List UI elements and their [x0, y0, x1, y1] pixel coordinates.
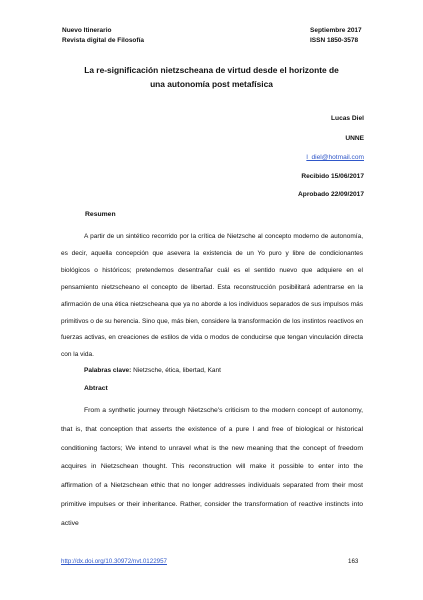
journal-name: Nuevo Itinerario: [62, 27, 112, 34]
resumen-paragraph: A partir de un sintético recorrido por la crítica de Nietzsche al concepto moderno de autonomía, es decir, aquella concepción que asevera la existencia de un Yo puro y libre de condicionantes biológicos o históricos; pretendemos desentrañar cuál es el sentido nuevo que adquiere en el pensamiento nietzscheano el concepto de libertad. Esta reconstrucción posibilitará adentrarse en la afirmación de una ética nietzscheana que ya no aborde a los individuos separados de sus impulsos más primitivos o de su herencia. Sino que, más bien, considere la transformación de los instintos reactivos en fuerzas activas, en creaciones de estilos de vida o modos de conducirse que tengan vinculación directa con la vida.: [61, 233, 363, 359]
keywords-label: Palabras clave:: [84, 367, 132, 374]
keywords-value: Nietzsche, ética, libertad, Kant: [133, 367, 221, 374]
article-title-line-1: La re-significación nietzscheana de virtud desde el horizonte de: [84, 65, 339, 75]
abstract-heading: Abtract: [84, 385, 108, 392]
author-name: Lucas Diel: [331, 115, 364, 122]
keywords-line: [84, 367, 221, 374]
resumen-heading: Resumen: [85, 211, 116, 218]
journal-subtitle: Revista digital de Filosofía: [62, 37, 144, 44]
approved-date: Aprobado 22/09/2017: [298, 191, 364, 198]
author-affiliation: UNNE: [345, 135, 364, 142]
journal-header-left: [62, 26, 144, 46]
abstract-paragraph: From a synthetic journey through Nietzsche's criticism to the modern concept of autonomy, that is, that conception that asserts the existence of a pure I and free of biological or historical conditioning factors; We intend to unravel what is the new meaning that the concept of freedom acquires in Nietzschean thought. This reconstruction will make it possible to enter into the affirmation of a Nietzschean ethic that no longer addresses individuals separated from their most primitive impulses or their inheritance. Rather, consider the transformation of reactive instincts into active: [61, 407, 363, 527]
received-date: Recibido 15/06/2017: [301, 173, 364, 180]
author-email-link[interactable]: l_diel@hotmail.com: [306, 154, 364, 161]
article-title-line-2: una autonomía post metafísica: [150, 79, 273, 89]
journal-header-right: [310, 26, 362, 46]
issn: ISSN 1850-3578: [310, 37, 359, 44]
doi-link[interactable]: http://dx.doi.org/10.30972/nvt.0122957: [61, 558, 167, 565]
issue-date: Septiembre 2017: [310, 27, 362, 34]
article-title: [60, 63, 363, 91]
page-number: 163: [348, 558, 359, 565]
